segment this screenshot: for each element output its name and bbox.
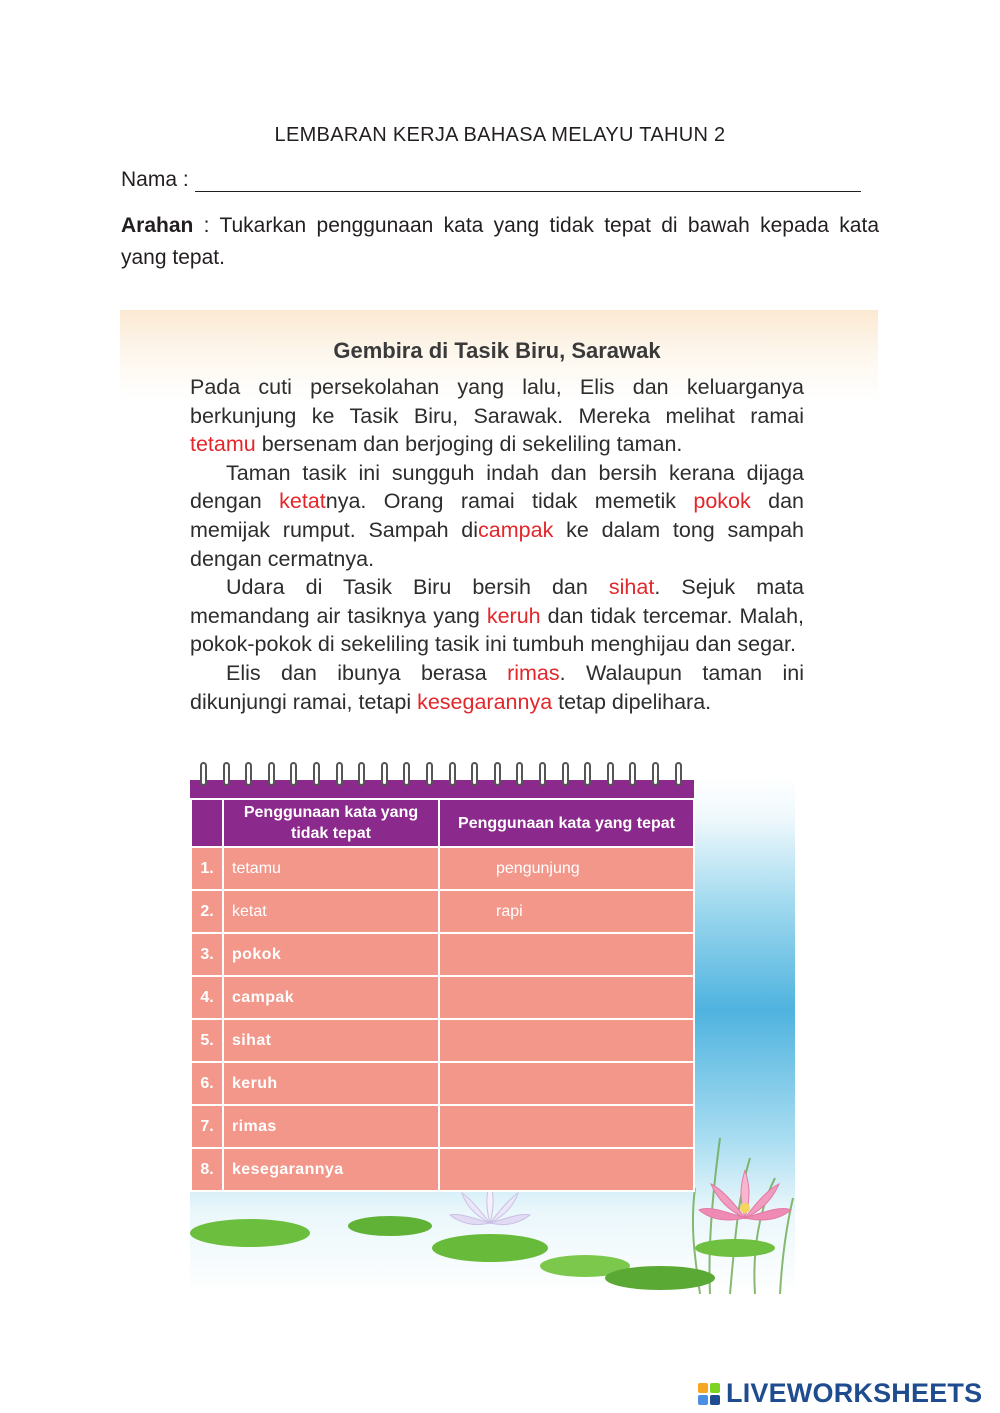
spiral-ring [675, 762, 682, 786]
highlighted-word: pokok [693, 489, 751, 514]
spiral-ring [494, 762, 501, 786]
spiral-ring [471, 762, 478, 786]
name-label: Nama : [121, 168, 189, 191]
highlighted-word: ketat [279, 489, 326, 514]
table-header-row [191, 799, 694, 847]
name-row [121, 168, 861, 192]
row-number: 5. [191, 1019, 223, 1062]
spiral-ring [381, 762, 388, 786]
table-row [191, 890, 694, 933]
story-paragraph-2 [190, 459, 804, 573]
spiral-ring [403, 762, 410, 786]
story-text: . Sejuk mata memandang air tasiknya yang [190, 575, 804, 628]
lily-pads-graphic [190, 1216, 775, 1290]
spiral-ring [584, 762, 591, 786]
story-title: Gembira di Tasik Biru, Sarawak [333, 338, 661, 363]
table-row [191, 1148, 694, 1191]
story-paragraph-4 [190, 659, 804, 716]
instruction [121, 210, 879, 274]
brand-name: LIVEWORKSHEETS [726, 1378, 983, 1408]
spiral-ring [426, 762, 433, 786]
worksheet-title: LEMBARAN KERJA BAHASA MELAYU TAHUN 2 [274, 124, 726, 146]
instruction-text: : Tukarkan penggunaan kata yang tidak tepat di bawah kepada kata yang tepat. [121, 214, 879, 269]
answer-field[interactable]: pengunjung [439, 847, 694, 890]
wrong-word: campak [223, 976, 439, 1019]
header-number [191, 799, 223, 847]
story-body [190, 373, 804, 716]
wrong-word: kesegarannya [223, 1148, 439, 1191]
spiral-ring [313, 762, 320, 786]
story-paragraph-3 [190, 573, 804, 659]
spiral-ring [562, 762, 569, 786]
row-number: 4. [191, 976, 223, 1019]
answer-field[interactable] [439, 976, 694, 1019]
story-text: Elis dan ibunya berasa [226, 660, 508, 685]
wrong-word: tetamu [223, 847, 439, 890]
answer-field[interactable] [439, 1019, 694, 1062]
spiral-ring [607, 762, 614, 786]
row-number: 7. [191, 1105, 223, 1148]
highlighted-word: sihat [608, 575, 655, 600]
highlighted-word: campak [478, 517, 554, 542]
story-text: dan memijak rumput. Sampah di [190, 489, 805, 542]
spiral-ring [223, 762, 230, 786]
row-number: 1. [191, 847, 223, 890]
highlighted-word: kesegarannya [417, 689, 553, 714]
answer-field[interactable] [439, 1062, 694, 1105]
story-paragraph-1 [190, 373, 804, 459]
spiral-ring [358, 762, 365, 786]
header-right-usage: Penggunaan kata yang tepat [439, 799, 694, 847]
notebook-table [190, 760, 694, 1192]
highlighted-word: keruh [486, 603, 541, 628]
wrong-word: sihat [223, 1019, 439, 1062]
table-row [191, 976, 694, 1019]
spiral-ring [200, 762, 207, 786]
row-number: 8. [191, 1148, 223, 1191]
highlighted-word: tetamu [190, 432, 256, 457]
story-text: nya. Orang ramai tidak memetik [325, 489, 694, 514]
spiral-ring [290, 762, 297, 786]
highlighted-word: rimas [507, 660, 560, 685]
spiral-band [190, 780, 694, 798]
story-text: ke dalam tong sampah dengan cermatnya. [190, 517, 804, 571]
story-text: dan tidak tercemar. Malah, pokok-pokok di sekeliling tasik ini tumbuh menghijau dan segar. [190, 603, 804, 657]
answer-field[interactable] [439, 1148, 694, 1191]
row-number: 2. [191, 890, 223, 933]
story-text: . Walaupun taman ini dikunjungi ramai, tetapi [190, 660, 804, 714]
row-number: 3. [191, 933, 223, 976]
header-wrong-usage: Penggunaan kata yang tidak tepat [223, 799, 439, 847]
liveworksheets-logo-icon [698, 1383, 720, 1405]
name-input-line[interactable] [195, 170, 861, 192]
story-text: Taman tasik ini sungguh indah dan bersih kerana dijaga dengan [190, 460, 804, 514]
story-text: tetap dipelihara. [552, 689, 712, 714]
wrong-word: keruh [223, 1062, 439, 1105]
instruction-label: Arahan [121, 214, 194, 237]
answer-field[interactable] [439, 933, 694, 976]
word-table [190, 798, 695, 1192]
answer-field[interactable]: rapi [439, 890, 694, 933]
table-row [191, 847, 694, 890]
wrong-word: rimas [223, 1105, 439, 1148]
wrong-word: ketat [223, 890, 439, 933]
spiral-ring [245, 762, 252, 786]
table-row [191, 1062, 694, 1105]
spiral-ring [629, 762, 636, 786]
table-row [191, 1019, 694, 1062]
notebook-spiral [190, 760, 694, 798]
table-row [191, 933, 694, 976]
brand-footer[interactable] [698, 1378, 982, 1409]
story-text: Udara di Tasik Biru bersih dan [226, 575, 609, 600]
spiral-ring [539, 762, 546, 786]
spiral-ring [336, 762, 343, 786]
spiral-ring [516, 762, 523, 786]
spiral-ring [652, 762, 659, 786]
answer-field[interactable] [439, 1105, 694, 1148]
spiral-ring [449, 762, 456, 786]
story-text: Pada cuti persekolahan yang lalu, Elis dan keluarganya berkunjung ke Tasik Biru, Sarawak. Mereka melihat ramai [190, 375, 804, 428]
story-text: bersenam dan berjoging di sekeliling taman. [255, 432, 683, 457]
wrong-word: pokok [223, 933, 439, 976]
table-row [191, 1105, 694, 1148]
row-number: 6. [191, 1062, 223, 1105]
spiral-ring [268, 762, 275, 786]
